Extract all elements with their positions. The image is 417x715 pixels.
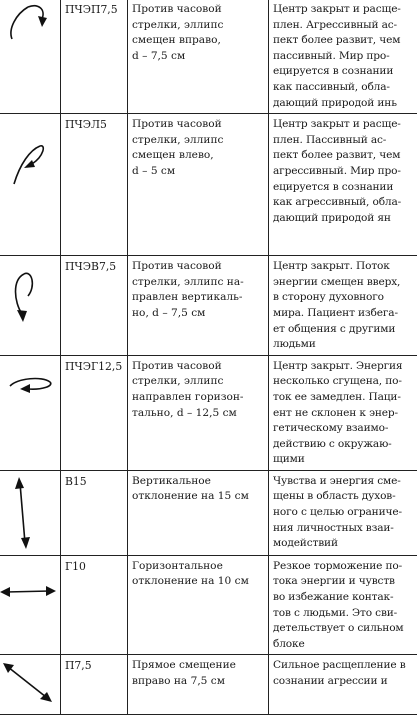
row-direction: Против часовой стрелки, эллипс на- правлен вертикаль- но, d – 7,5 см bbox=[128, 256, 269, 356]
icon-cell bbox=[0, 655, 61, 715]
row-description: Сильное расщепление в сознании агрессии и bbox=[269, 655, 417, 715]
table-row bbox=[0, 655, 417, 715]
row-description: Центр закрыт и расще- плен. Пассивный ас- пект более развит, чем агрессивный. Мир про- ецируется в сознании как агрессивный, обла- дающий природой ян bbox=[269, 114, 417, 256]
table-row bbox=[0, 355, 417, 470]
icon-cell bbox=[0, 470, 61, 555]
row-code: ПЧЭЛ5 bbox=[61, 114, 128, 256]
row-description: Чувства и энергия сме- щены в область духов- ного с целью ограниче- ния личностных взаи- модействий bbox=[269, 470, 417, 555]
table-row bbox=[0, 0, 417, 114]
vertical-ellipse-arrow-icon bbox=[0, 256, 61, 352]
diagonal-double-arrow-icon bbox=[0, 655, 61, 715]
row-description: Центр закрыт. Поток энергии смещен вверх, в сторону духовного мира. Пациент избега- ет общения с другими людьми bbox=[269, 256, 417, 356]
row-code: П7,5 bbox=[61, 655, 128, 715]
icon-cell bbox=[0, 555, 61, 655]
icon-cell bbox=[0, 256, 61, 356]
horizontal-double-arrow-icon bbox=[0, 556, 61, 654]
row-description: Центр закрыт и расще- плен. Агрессивный ас- пект более развит, чем пассивный. Мир про- ецируется в сознании как пассивный, обла- дающий природой инь bbox=[269, 0, 417, 114]
row-code: ПЧЭГ12,5 bbox=[61, 355, 128, 470]
vertical-double-arrow-icon bbox=[0, 471, 61, 556]
row-direction: Горизонтальное отклонение на 10 см bbox=[128, 555, 269, 655]
row-direction: Против часовой стрелки, эллипс смещен влево, d – 5 см bbox=[128, 114, 269, 256]
clockwise-ellipse-right-arrow-icon bbox=[0, 0, 61, 111]
row-direction: Против часовой стрелки, эллипс смещен вправо, d – 7,5 см bbox=[128, 0, 269, 114]
row-direction: Против часовой стрелки, эллипс направлен горизон- тально, d – 12,5 см bbox=[128, 355, 269, 470]
icon-cell bbox=[0, 114, 61, 256]
icon-cell bbox=[0, 0, 61, 114]
table-row bbox=[0, 470, 417, 555]
table-row bbox=[0, 256, 417, 356]
table-row bbox=[0, 114, 417, 256]
icon-cell bbox=[0, 355, 61, 470]
row-code: ПЧЭВ7,5 bbox=[61, 256, 128, 356]
row-code: В15 bbox=[61, 470, 128, 555]
row-code: ПЧЭП7,5 bbox=[61, 0, 128, 114]
table-row bbox=[0, 555, 417, 655]
row-description: Центр закрыт. Энергия несколько сгущена, по- ток ее замедлен. Паци- ент не склонен к энер- гетическому взаимо- действию с окружаю- щими bbox=[269, 355, 417, 470]
row-direction: Вертикальное отклонение на 15 см bbox=[128, 470, 269, 555]
counterclockwise-ellipse-left-arrow-icon bbox=[0, 114, 61, 256]
row-code: Г10 bbox=[61, 555, 128, 655]
row-description: Резкое торможение по- тока энергии и чувств во избежание контак- тов с людьми. Это сви- детельствует о сильном блоке bbox=[269, 555, 417, 655]
horizontal-ellipse-arrow-icon bbox=[0, 356, 61, 469]
row-direction: Прямое смещение вправо на 7,5 см bbox=[128, 655, 269, 715]
